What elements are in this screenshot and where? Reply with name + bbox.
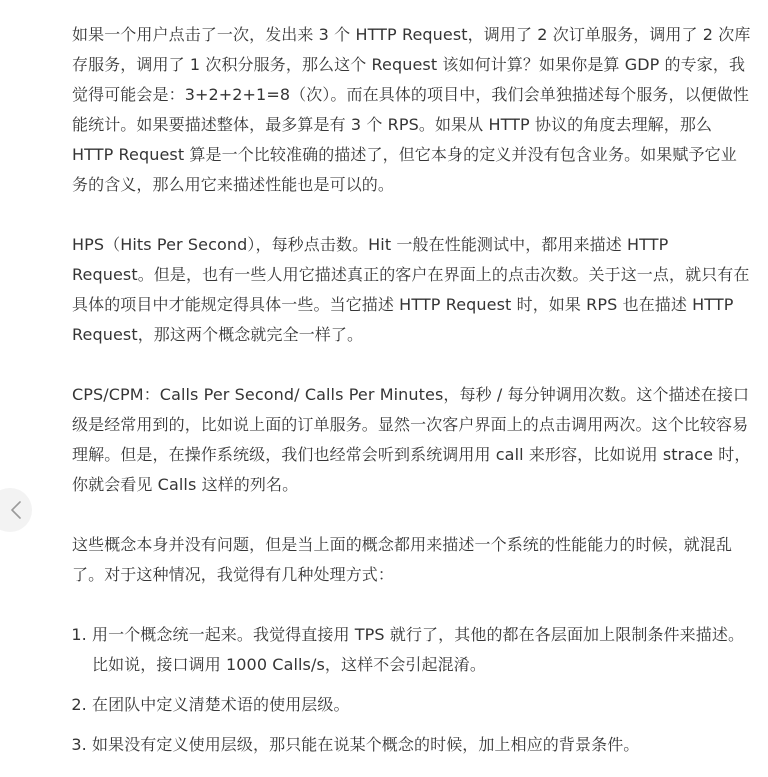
list-item: 1. 用一个概念统一起来。我觉得直接用 TPS 就行了，其他的都在各层面加上限制条件来描述。比如说，接口调用 1000 Calls/s，这样不会引起混淆。 xyxy=(92,620,752,680)
paragraph-cps-cpm: CPS/CPM：Calls Per Second/ Calls Per Minutes，每秒 / 每分钟调用次数。这个描述在接口级是经常用到的，比如说上面的订单服务。显然一次客户界面上的点击调用两次。这个比较容易理解。但是，在操作系统级，我们也经常会听到系统调用用 call 来形容，比如说用 strace 时，你就会看见 Calls 这样的列名。 xyxy=(72,385,751,494)
chevron-left-icon xyxy=(10,500,22,520)
previous-page-button[interactable] xyxy=(0,488,32,532)
paragraph-summary: 这些概念本身并没有问题，但是当上面的概念都用来描述一个系统的性能能力的时候，就混乱了。对于这种情况，我觉得有几种处理方式： xyxy=(72,535,733,584)
list-item: 3. 如果没有定义使用层级，那只能在说某个概念的时候，加上相应的背景条件。 xyxy=(92,730,752,760)
solution-list xyxy=(72,620,752,760)
paragraph-request-count: 如果一个用户点击了一次，发出来 3 个 HTTP Request，调用了 2 次订单服务，调用了 2 次库存服务，调用了 1 次积分服务，那么这个 Request 该如何计算？如果你是算 GDP 的专家，我觉得可能会是：3+2+2+1=8（次）。而在具体的项目中，我们会单独描述每个服务，以便做性能统计。如果要描述整体，最多算是有 3 个 RPS。如果从 HTTP 协议的角度去理解，那么 HTTP Request 算是一个比较准确的描述了，但它本身的定义并没有包含业务。如果赋予它业务的含义，那么用它来描述性能也是可以的。 xyxy=(72,25,751,194)
list-item: 2. 在团队中定义清楚术语的使用层级。 xyxy=(92,690,752,720)
article-body xyxy=(72,20,752,770)
paragraph-hps: HPS（Hits Per Second），每秒点击数。Hit 一般在性能测试中，都用来描述 HTTP Request。但是，也有一些人用它描述真正的客户在界面上的点击次数。关于这一点，就只有在具体的项目中才能规定得具体一些。当它描述 HTTP Request 时，如果 RPS 也在描述 HTTP Request，那这两个概念就完全一样了。 xyxy=(72,235,750,344)
